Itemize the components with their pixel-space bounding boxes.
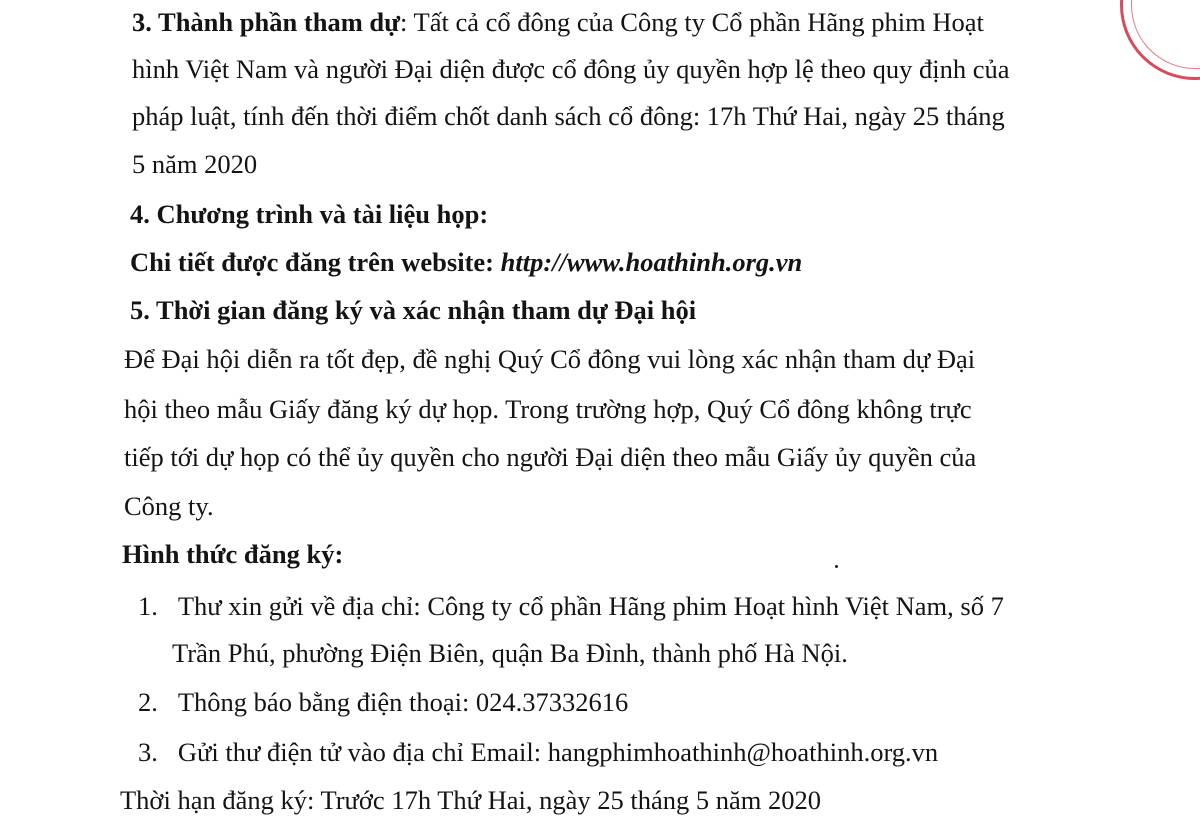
section-5-line-1: Để Đại hội diễn ra tốt đẹp, đề nghị Quý Cổ đông vui lòng xác nhận tham dự Đại — [124, 344, 976, 374]
section-3-heading: 3. Thành phần tham dự — [132, 7, 401, 37]
section-5-line-2: hội theo mẫu Giấy đăng ký dự họp. Trong trường hợp, Quý Cổ đông không trực — [124, 394, 972, 424]
section-5-heading: 5. Thời gian đăng ký và xác nhận tham dự Đại hội — [130, 295, 697, 325]
section-3-line-4: 5 năm 2020 — [132, 149, 258, 179]
website-link[interactable]: http://www.hoathinh.org.vn — [500, 247, 803, 277]
section-3-line-3: pháp luật, tính đến thời điểm chốt danh sách cổ đông: 17h Thứ Hai, ngày 25 tháng — [132, 101, 1005, 131]
section-5-line-4: Công ty. — [124, 491, 214, 521]
section-4-heading: 4. Chương trình và tài liệu họp: — [130, 199, 489, 229]
footer-partial-line: Thời hạn đăng ký: Trước 17h Thứ Hai, ngày 25 tháng 5 năm 2020 — [120, 785, 822, 815]
section-3-text: : Tất cả cổ đông của Công ty Cổ phần Hãng phim Hoạt — [400, 7, 984, 37]
website-label: Chi tiết được đăng trên website: — [130, 247, 501, 277]
list-item-text: Thông báo bằng điện thoại: 024.37332616 — [177, 687, 629, 717]
list-item — [138, 736, 938, 768]
list-item-continuation: Trần Phú, phường Điện Biên, quận Ba Đình, thành phố Hà Nội. — [172, 638, 848, 668]
registration-heading: Hình thức đăng ký: — [122, 539, 344, 569]
section-3-line-1 — [132, 6, 984, 38]
list-number: 2. — [138, 687, 158, 717]
list-number: 1. — [138, 591, 158, 621]
section-5-line-3: tiếp tới dự họp có thể ủy quyền cho người Đại diện theo mẫu Giấy ủy quyền của — [124, 442, 977, 472]
list-item — [138, 590, 1004, 622]
section-4-website-line — [130, 246, 802, 278]
list-item-text: Gửi thư điện tử vào địa chỉ Email: hangphimhoathinh@hoathinh.org.vn — [177, 737, 939, 767]
list-item — [138, 686, 628, 718]
list-item-text: Thư xin gửi về địa chỉ: Công ty cổ phần Hãng phim Hoạt hình Việt Nam, số 7 — [177, 591, 1004, 621]
red-seal-stamp — [1120, 0, 1200, 80]
list-number: 3. — [138, 737, 158, 767]
speck — [835, 565, 838, 568]
section-3-line-2: hình Việt Nam và người Đại diện được cổ đông ủy quyền hợp lệ theo quy định của — [132, 54, 1010, 84]
